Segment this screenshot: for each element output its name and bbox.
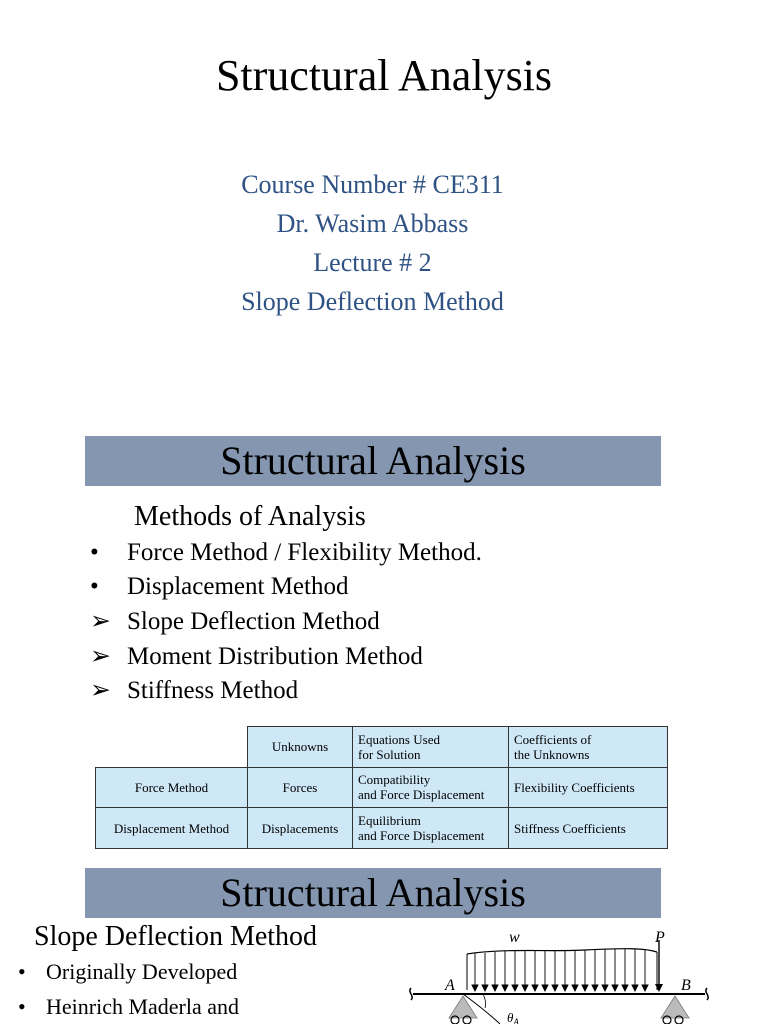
list-item-text: Moment Distribution Method: [127, 643, 423, 670]
beam-break-left: [410, 988, 412, 1000]
slide1-title: Structural Analysis: [215, 51, 553, 100]
load-w-label: w: [509, 929, 520, 946]
table-cell: Forces: [248, 767, 353, 808]
table-header-cell: [96, 727, 248, 768]
course-number: Course Number # CE311: [241, 170, 504, 199]
table-row: [96, 767, 668, 808]
list-item: [18, 954, 237, 989]
list-item: [90, 606, 380, 638]
distributed-load-curve: [467, 949, 657, 954]
angle-theta-label: $\theta_A$: [507, 1010, 519, 1024]
list-item: [18, 989, 239, 1024]
table-row: [96, 808, 668, 849]
instructor-name: Dr. Wasim Abbass: [276, 209, 469, 238]
support-a-triangle: [449, 996, 477, 1018]
arrow-bullet-icon: ➢: [90, 643, 111, 670]
table-cell: Equilibrium and Force Displacement: [353, 808, 509, 849]
support-b-triangle: [661, 996, 689, 1018]
list-item-text: Heinrich Maderla and: [46, 994, 240, 1019]
list-item-text: Stiffness Method: [127, 677, 299, 704]
methods-comparison-table: [95, 726, 668, 849]
table-cell: Compatibility and Force Displacement: [353, 767, 509, 808]
list-item: [90, 537, 482, 569]
list-item: [90, 675, 298, 707]
table-cell: Stiffness Coefficients: [509, 808, 668, 849]
slide2-banner: Structural Analysis: [85, 436, 661, 486]
table-cell: Displacement Method: [96, 808, 248, 849]
slide3-heading: Slope Deflection Method: [34, 921, 318, 952]
bullet-icon: •: [90, 539, 99, 566]
point-load-arrowhead: [655, 984, 663, 992]
angle-arc: [483, 994, 486, 1008]
bullet-icon: •: [18, 959, 26, 984]
support-a-label: A: [445, 977, 455, 994]
roller-icons: [451, 1016, 683, 1024]
arrow-bullet-icon: ➢: [90, 608, 111, 635]
list-item: [90, 641, 423, 673]
table-cell: Force Method: [96, 767, 248, 808]
list-item-text: Originally Developed: [46, 959, 238, 984]
table-header-cell: Coefficients of the Unknowns: [509, 727, 668, 768]
arrow-bullet-icon: ➢: [90, 677, 111, 704]
load-p-label: P: [655, 929, 665, 946]
bullet-icon: •: [18, 994, 26, 1019]
list-item-text: Force Method / Flexibility Method.: [127, 539, 482, 566]
table-header-cell: Equations Used for Solution: [353, 727, 509, 768]
support-b-label: B: [681, 977, 691, 994]
table-header-row: [96, 727, 668, 768]
table-header-cell: Unknowns: [248, 727, 353, 768]
list-item-text: Displacement Method: [127, 573, 349, 600]
table-cell: Displacements: [248, 808, 353, 849]
bullet-icon: •: [90, 573, 99, 600]
table-cell: Flexibility Coefficients: [509, 767, 668, 808]
slide2-heading: Methods of Analysis: [134, 501, 366, 532]
list-item-text: Slope Deflection Method: [127, 608, 380, 635]
slide3-banner: Structural Analysis: [85, 868, 661, 918]
list-item: [90, 571, 348, 603]
beam-diagram: [405, 926, 715, 1024]
lecture-number: Lecture # 2: [313, 248, 432, 277]
beam-break-right: [706, 988, 708, 1000]
lecture-topic: Slope Deflection Method: [241, 287, 504, 316]
distributed-load-arrows: [472, 949, 648, 991]
